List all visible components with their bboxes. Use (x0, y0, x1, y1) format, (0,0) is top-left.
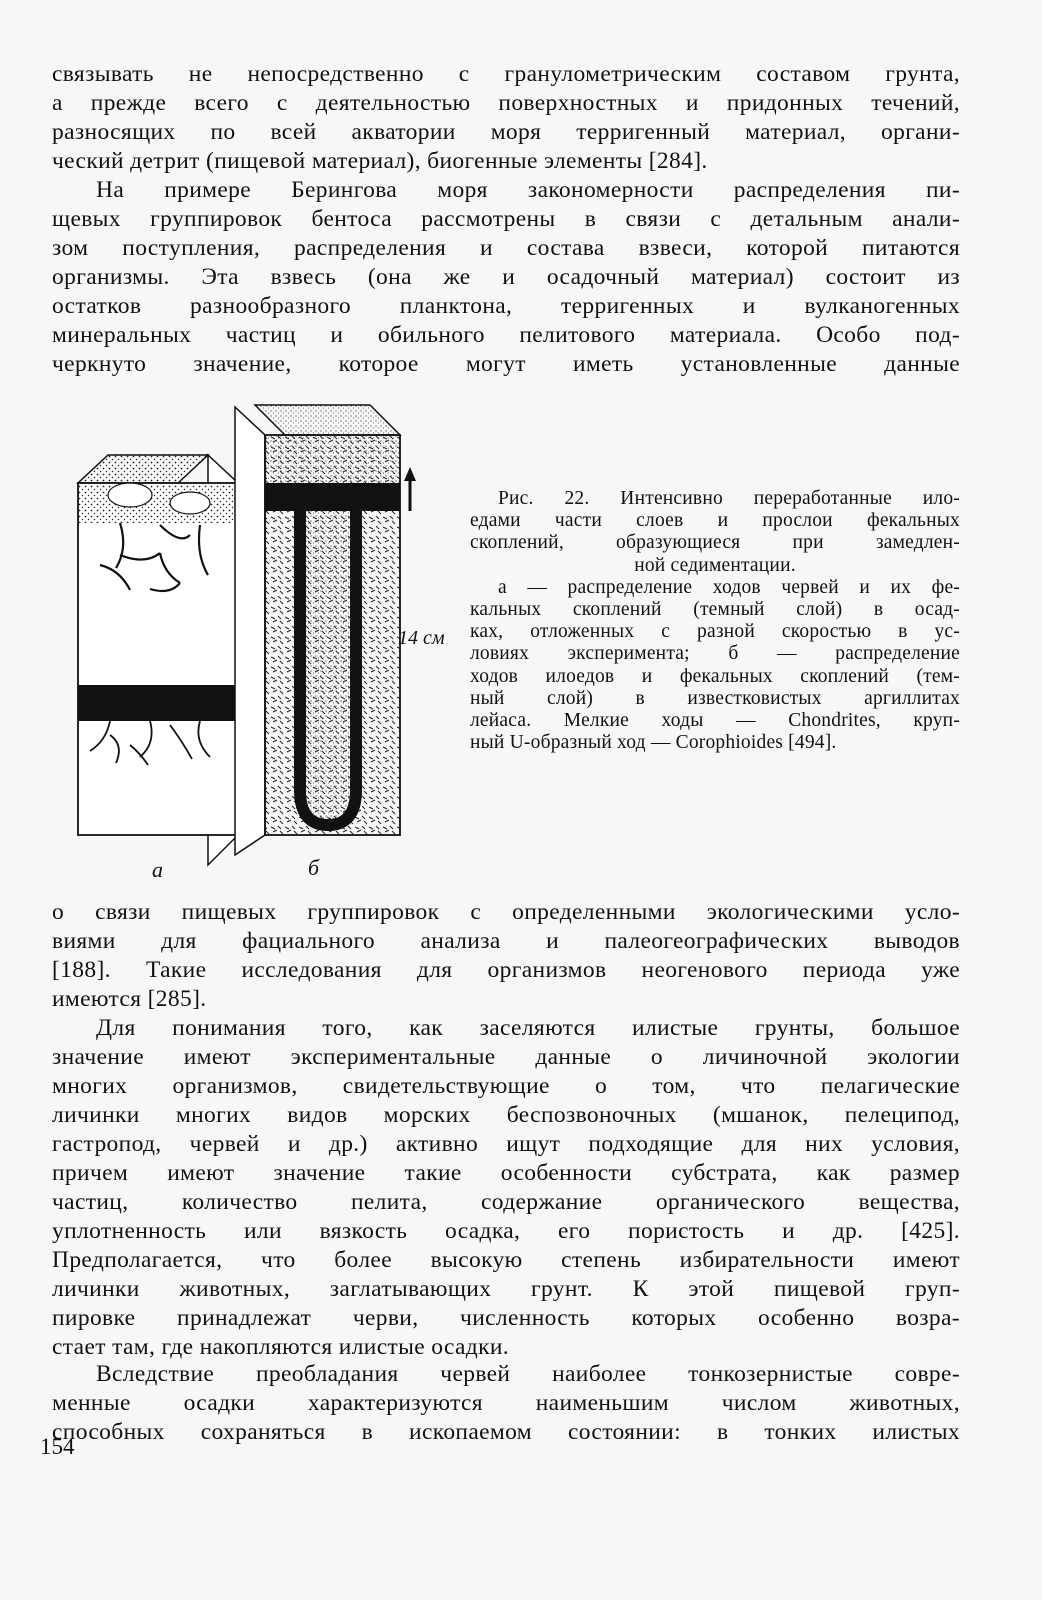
text-line: черкнуто значение, которое могут иметь установленные данные (52, 351, 960, 377)
caption-line: ный слой) в известковистых аргиллитах (470, 687, 960, 709)
text-line: [188]. Такие исследования для организмов неогенового периода уже (52, 957, 960, 983)
text-line: причем имеют значение такие особенности субстрата, как размер (52, 1160, 960, 1186)
text-line: гастропод, червей и др.) активно ищут подходящие для них условия, (52, 1131, 960, 1157)
text-line: личинки многих видов морских беспозвоночных (мшанок, пелеципод, (52, 1102, 960, 1128)
scale-arrow (404, 467, 416, 511)
block-b (235, 405, 400, 855)
text-line: виями для фациального анализа и палеогеографических выводов (52, 928, 960, 954)
figure-label-b: б (308, 855, 320, 880)
text-line: уплотненность или вязкость осадка, его пористость и др. [425]. (52, 1218, 960, 1244)
text-line: многих организмов, свидетельствующие о том, что пелагические (52, 1073, 960, 1099)
paragraph-4 (52, 1014, 960, 1362)
text-line: Для понимания того, как заселяются илистые грунты, большое (96, 1015, 960, 1041)
text-line: частиц, количество пелита, содержание органического вещества, (52, 1189, 960, 1215)
caption-line: ный U-образный ход — Corophioides [494]. (470, 732, 837, 754)
text-line: значение имеют экспериментальные данные о личиночной экологии (52, 1044, 960, 1070)
caption-line: ках, отложенных с разной скоростью в ус- (470, 621, 960, 643)
caption-line: ловиях эксперимента; б — распределение (470, 643, 960, 665)
text-line: организмы. Эта взвесь (она же и осадочный материал) состоит из (52, 264, 960, 290)
text-line: личинки животных, заглатывающих грунт. К этой пищевой груп- (52, 1276, 960, 1302)
figure-22 (60, 395, 480, 895)
text-line: а прежде всего с деятельностью поверхностных и придонных течений, (52, 90, 960, 116)
caption-line: ходов илоедов и фекальных скоплений (тем- (470, 665, 960, 687)
caption-line: Рис. 22. Интенсивно переработанные ило- (498, 488, 960, 509)
text-line: способных сохраняться в ископаемом состоянии: в тонких илистых (52, 1419, 960, 1445)
paragraph-3 (52, 898, 960, 1014)
text-line: ческий детрит (пищевой материал), биогенные элементы [284]. (52, 148, 708, 174)
text-line: связывать не непосредственно с гранулометрическим составом грунта, (52, 61, 960, 87)
caption-line: скоплений, образующиеся при замедлен- (470, 532, 960, 554)
text-line: минеральных частиц и обильного пелитового материала. Особо под- (52, 322, 960, 348)
figure-caption (470, 488, 960, 754)
block-a (78, 455, 238, 865)
paragraph-5 (52, 1360, 960, 1447)
paragraph-2 (52, 176, 960, 379)
text-line: Предполагается, что более высокую степень избирательности имеют (52, 1247, 960, 1273)
figure-label-a: а (152, 857, 163, 882)
caption-line: ной седиментации. (634, 554, 796, 576)
text-line: разносящих по всей акватории моря терригенный материал, органи- (52, 119, 960, 145)
text-line: Вследствие преобладания червей наиболее тонкозернистые совре- (96, 1361, 960, 1387)
caption-line: кальных скоплений (темный слой) в осад- (470, 599, 960, 621)
caption-line: лейаса. Мелкие ходы — Chondrites, круп- (470, 710, 960, 732)
text-line: щевых группировок бентоса рассмотрены в связи с детальным анали- (52, 206, 960, 232)
text-line: имеются [285]. (52, 986, 207, 1012)
text-line: о связи пищевых группировок с определенными экологическими усло- (52, 899, 960, 925)
text-line: менные осадки характеризуются наименьшим числом животных, (52, 1390, 960, 1416)
text-line: пировке принадлежат черви, численность которых особенно возра- (52, 1305, 960, 1331)
caption-line: едами части слоев и прослои фекальных (470, 510, 960, 532)
text-line: зом поступления, распределения и состава взвеси, которой питаются (52, 235, 960, 261)
text-line: На примере Берингова моря закономерности распределения пи- (96, 177, 960, 203)
paragraph-1 (52, 60, 960, 176)
text-line: остатков разнообразного планктона, терригенных и вулканогенных (52, 293, 960, 319)
page-number: 154 (40, 1434, 75, 1459)
caption-line: а — распределение ходов червей и их фе- (498, 576, 960, 598)
text-line: стает там, где накопляются илистые осадки. (52, 1334, 510, 1360)
scale-label: 14 см (398, 627, 445, 649)
